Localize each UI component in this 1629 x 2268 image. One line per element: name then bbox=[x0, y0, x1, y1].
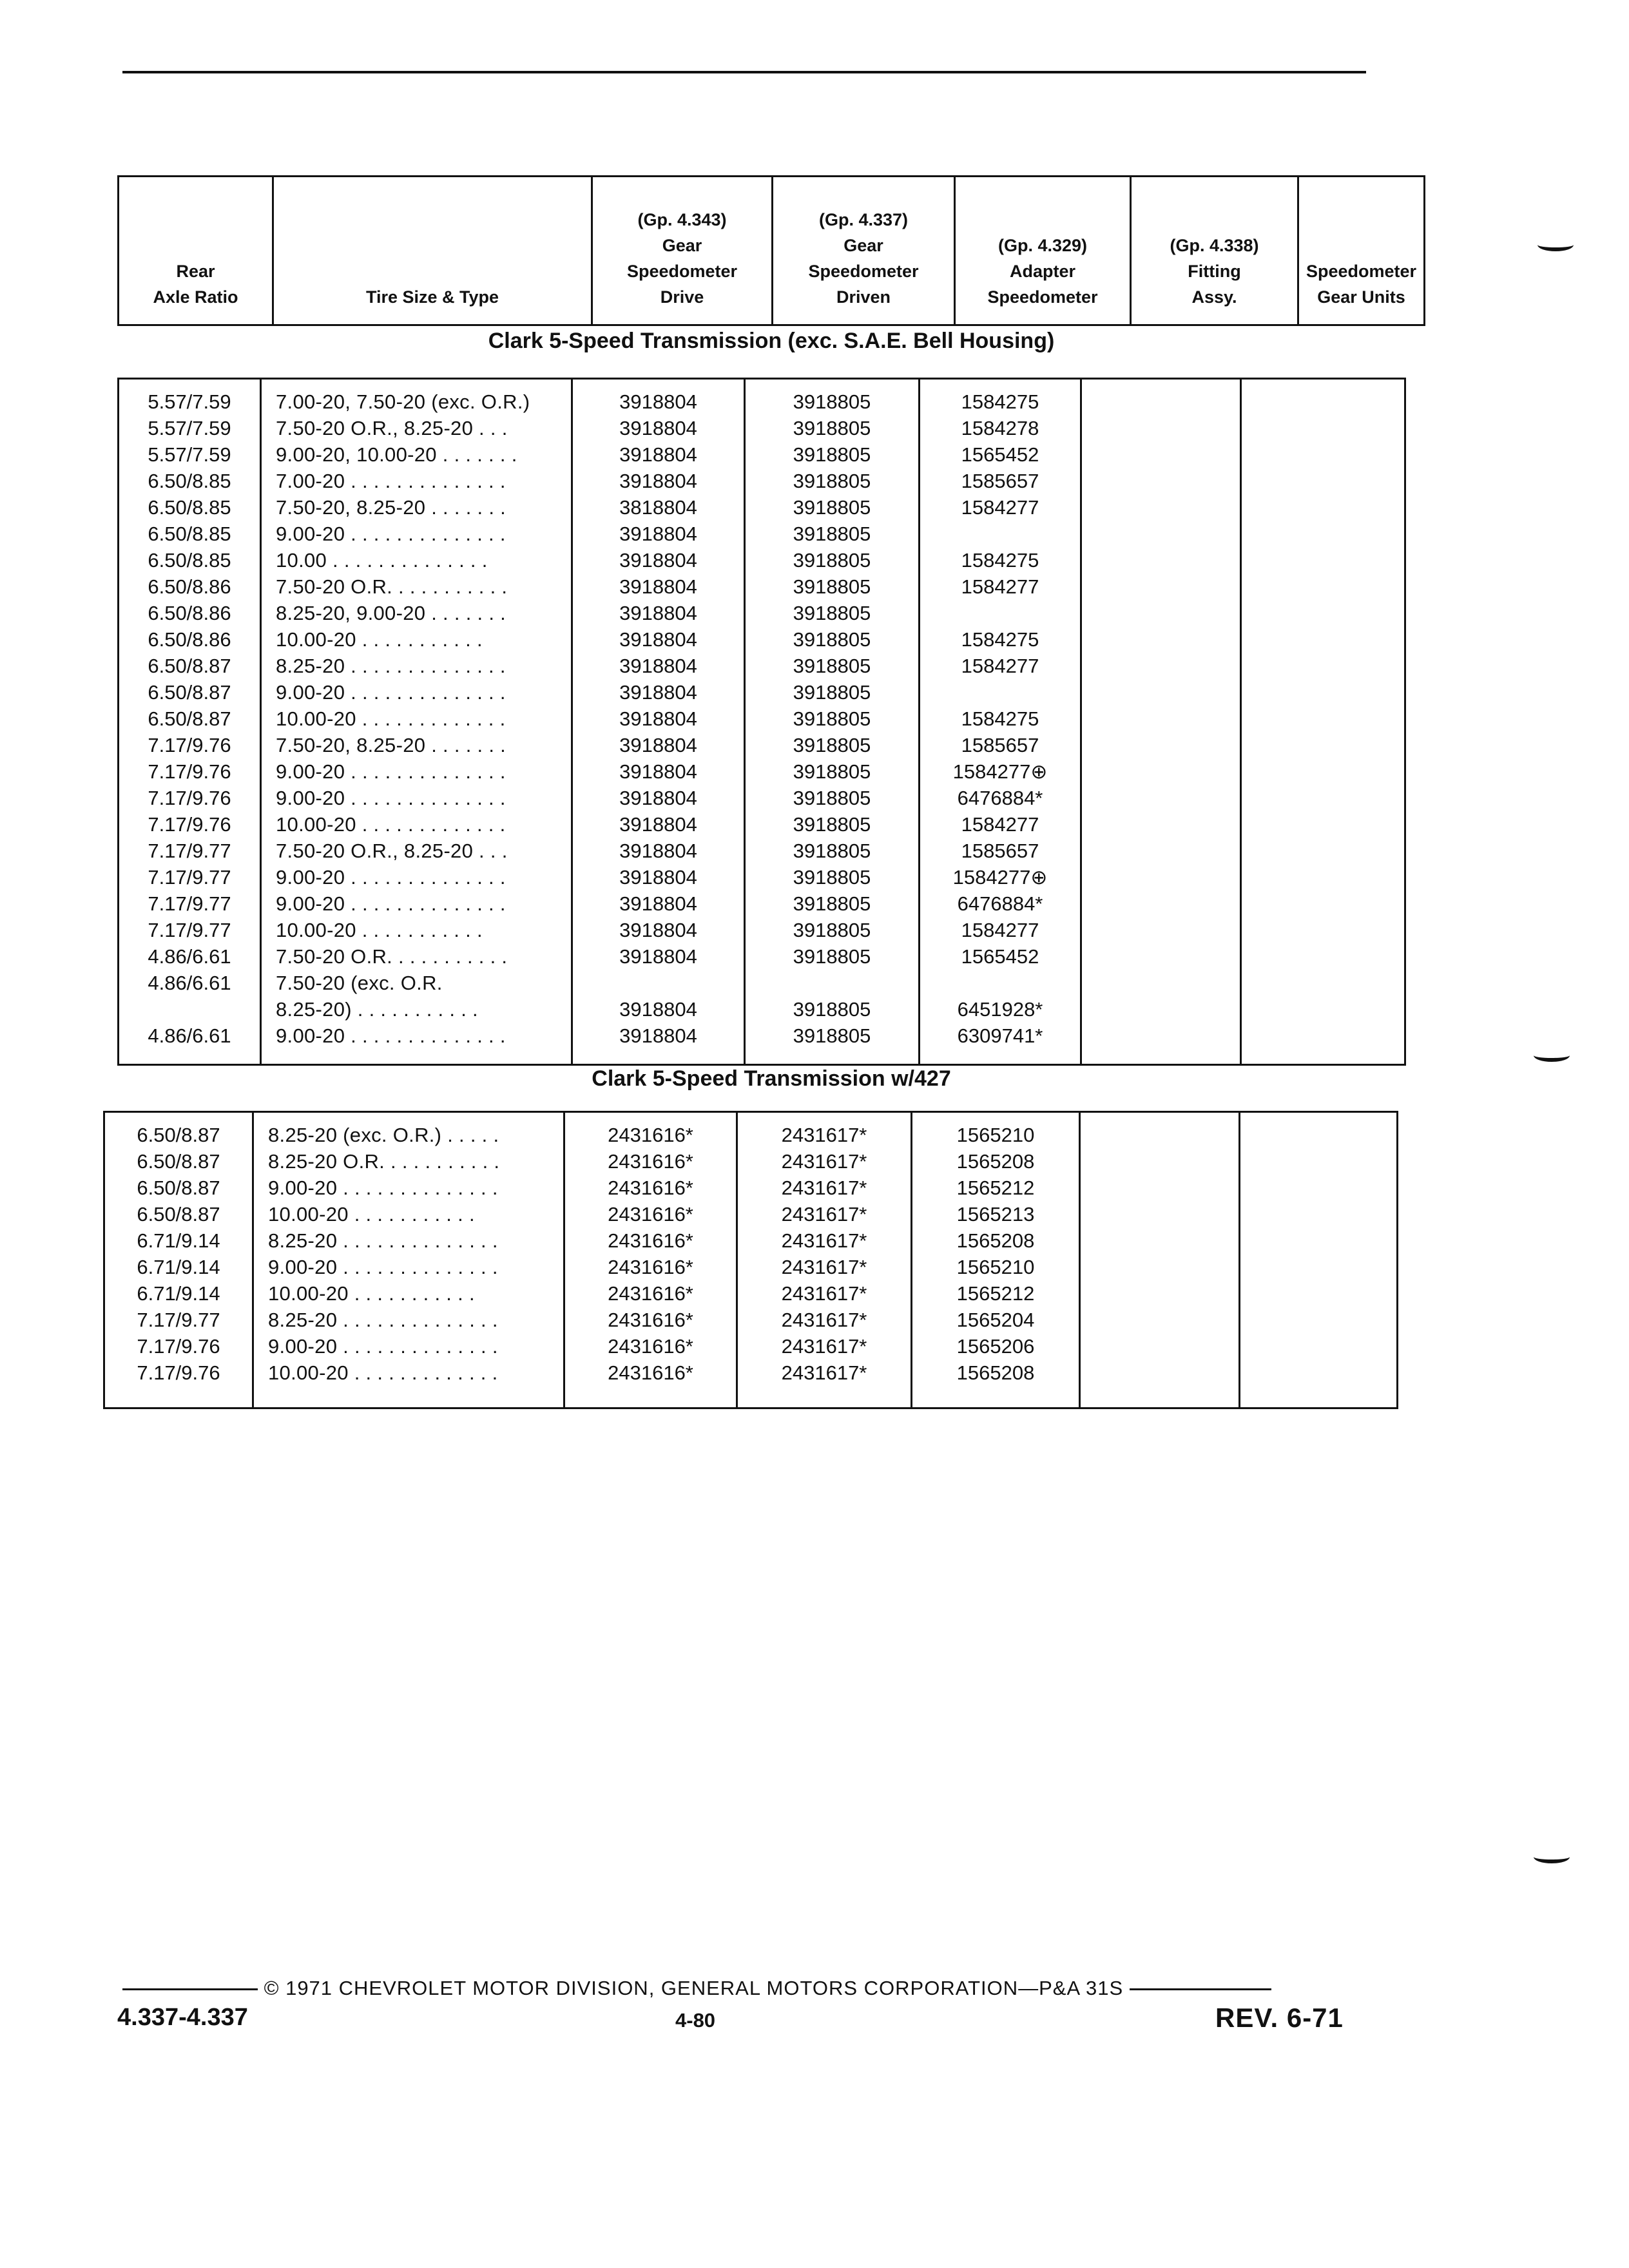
gear-drive-cell: 3918804 bbox=[619, 417, 697, 439]
gear-driven-cell: 2431617* bbox=[781, 1335, 867, 1358]
tire-size-cell: 8.25-20 . . . . . . . . . . . . . . bbox=[268, 1229, 498, 1252]
header-gear-driven bbox=[773, 177, 955, 325]
tire-size-cell: 7.50-20 (exc. O.R. bbox=[276, 972, 443, 994]
binding-edge-mark bbox=[1537, 238, 1574, 251]
adapter-cell: 1565210 bbox=[956, 1124, 1035, 1146]
section2-drive-column bbox=[564, 1112, 737, 1408]
gear-driven-cell: 3918805 bbox=[793, 734, 871, 756]
section2-table bbox=[103, 1111, 1398, 1409]
tire-size-cell: 10.00-20 . . . . . . . . . . . . . bbox=[276, 707, 506, 730]
gear-drive-cell: 3918804 bbox=[619, 840, 697, 862]
rear-axle-ratio-cell: 6.50/8.85 bbox=[148, 523, 231, 545]
gear-drive-cell: 3918804 bbox=[619, 707, 697, 730]
rear-axle-ratio-cell: 6.50/8.87 bbox=[148, 707, 231, 730]
gear-drive-cell: 2431616* bbox=[608, 1177, 693, 1199]
gear-driven-cell: 3918805 bbox=[793, 681, 871, 704]
gear-driven-cell: 2431617* bbox=[781, 1282, 867, 1305]
adapter-cell: 1565212 bbox=[956, 1282, 1035, 1305]
gear-drive-cell: 2431616* bbox=[608, 1282, 693, 1305]
rear-axle-ratio-cell: 7.17/9.77 bbox=[148, 919, 231, 941]
rear-axle-ratio-cell: 6.71/9.14 bbox=[137, 1229, 220, 1252]
rear-axle-ratio-cell: 6.50/8.86 bbox=[148, 575, 231, 598]
section1-title: Clark 5-Speed Transmission (exc. S.A.E. Bell Housing) bbox=[488, 329, 1055, 353]
gear-driven-cell: 3918805 bbox=[793, 575, 871, 598]
rear-axle-ratio-cell: 7.17/9.77 bbox=[137, 1309, 220, 1331]
header-adapter-text: (Gp. 4.329) Adapter Speedometer bbox=[987, 236, 1098, 307]
gear-driven-cell: 3918805 bbox=[793, 813, 871, 836]
section1-driven-column bbox=[745, 379, 920, 1065]
footer-revision: REV. 6-71 bbox=[1215, 2003, 1344, 2033]
footer-copyright: © 1971 CHEVROLET MOTOR DIVISION, GENERAL MOTORS CORPORATION—P&A 31S bbox=[264, 1977, 1124, 1999]
footer-rule-right bbox=[1130, 1988, 1271, 1990]
rear-axle-ratio-cell: 6.50/8.86 bbox=[148, 602, 231, 624]
header-rear-axle-ratio bbox=[119, 177, 273, 325]
section2-units-column bbox=[1240, 1112, 1398, 1408]
adapter-cell: 6476884* bbox=[957, 892, 1043, 915]
gear-driven-cell: 3918805 bbox=[793, 417, 871, 439]
section1-drive-column bbox=[572, 379, 745, 1065]
gear-driven-cell: 3918805 bbox=[793, 628, 871, 651]
header-gear-units bbox=[1298, 177, 1425, 325]
tire-size-cell: 7.50-20 O.R., 8.25-20 . . . bbox=[276, 840, 508, 862]
rear-axle-ratio-cell: 6.50/8.87 bbox=[137, 1124, 220, 1146]
gear-drive-cell: 3918804 bbox=[619, 470, 697, 492]
section1-ratio-column bbox=[119, 379, 261, 1065]
adapter-cell: 1565213 bbox=[956, 1203, 1035, 1225]
tire-size-cell: 8.25-20) . . . . . . . . . . . bbox=[276, 998, 478, 1021]
adapter-cell: 1584277⊕ bbox=[952, 866, 1048, 889]
header-gear-driven-text: (Gp. 4.337) Gear Speedometer Driven bbox=[808, 210, 919, 307]
adapter-cell: 6451928* bbox=[957, 998, 1043, 1021]
gear-drive-cell: 3918804 bbox=[619, 628, 697, 651]
header-gear-drive bbox=[592, 177, 773, 325]
section1-table bbox=[117, 378, 1406, 1066]
tire-size-cell: 8.25-20, 9.00-20 . . . . . . . bbox=[276, 602, 506, 624]
rear-axle-ratio-cell: 7.17/9.76 bbox=[137, 1361, 220, 1384]
gear-driven-cell: 3918805 bbox=[793, 919, 871, 941]
header-rear-axle-ratio-text: Rear Axle Ratio bbox=[153, 262, 238, 307]
header-gear-units-text: Speedometer Gear Units bbox=[1306, 262, 1417, 307]
header-fitting-text: (Gp. 4.338) Fitting Assy. bbox=[1170, 236, 1259, 307]
adapter-cell: 1585657 bbox=[961, 840, 1039, 862]
rear-axle-ratio-cell: 7.17/9.76 bbox=[148, 787, 231, 809]
adapter-cell: 6309741* bbox=[957, 1024, 1043, 1047]
gear-driven-cell: 3918805 bbox=[793, 549, 871, 572]
gear-drive-cell: 2431616* bbox=[608, 1203, 693, 1225]
tire-size-cell: 10.00-20 . . . . . . . . . . . bbox=[268, 1282, 475, 1305]
header-tire-size-text: Tire Size & Type bbox=[365, 287, 499, 307]
gear-driven-cell: 3918805 bbox=[793, 892, 871, 915]
adapter-cell: 1584277 bbox=[961, 496, 1039, 519]
gear-drive-cell: 2431616* bbox=[608, 1229, 693, 1252]
section2-ratio-column bbox=[104, 1112, 253, 1408]
tire-size-cell: 7.00-20, 7.50-20 (exc. O.R.) bbox=[276, 390, 530, 413]
rear-axle-ratio-cell: 7.17/9.76 bbox=[137, 1335, 220, 1358]
gear-driven-cell: 3918805 bbox=[793, 945, 871, 968]
header-gear-drive-text: (Gp. 4.343) Gear Speedometer Drive bbox=[626, 210, 738, 307]
gear-drive-cell: 3818804 bbox=[619, 496, 697, 519]
rear-axle-ratio-cell: 6.50/8.85 bbox=[148, 470, 231, 492]
rear-axle-ratio-cell: 6.50/8.87 bbox=[137, 1150, 220, 1173]
section2-tire-column bbox=[253, 1112, 564, 1408]
tire-size-cell: 9.00-20 . . . . . . . . . . . . . . bbox=[276, 787, 506, 809]
section1-adapter-column bbox=[920, 379, 1081, 1065]
adapter-cell: 1584277⊕ bbox=[952, 760, 1048, 783]
adapter-cell: 6476884* bbox=[957, 787, 1043, 809]
gear-drive-cell: 3918804 bbox=[619, 866, 697, 889]
rear-axle-ratio-cell: 5.57/7.59 bbox=[148, 417, 231, 439]
footer-group-number: 4.337-4.337 bbox=[117, 2004, 248, 2031]
rear-axle-ratio-cell: 4.86/6.61 bbox=[148, 945, 231, 968]
adapter-cell: 1584275 bbox=[961, 628, 1039, 651]
gear-driven-cell: 3918805 bbox=[793, 787, 871, 809]
section1-units-column bbox=[1241, 379, 1405, 1065]
rear-axle-ratio-cell bbox=[119, 996, 260, 1023]
adapter-cell: 1584275 bbox=[961, 549, 1039, 572]
rear-axle-ratio-cell: 7.17/9.77 bbox=[148, 866, 231, 889]
gear-drive-cell: 3918804 bbox=[619, 892, 697, 915]
gear-drive-cell: 3918804 bbox=[619, 602, 697, 624]
gear-driven-cell: 3918805 bbox=[793, 1024, 871, 1047]
tire-size-cell: 7.50-20, 8.25-20 . . . . . . . bbox=[276, 734, 506, 756]
rear-axle-ratio-cell: 7.17/9.76 bbox=[148, 734, 231, 756]
gear-drive-cell: 3918804 bbox=[619, 813, 697, 836]
gear-driven-cell: 2431617* bbox=[781, 1177, 867, 1199]
adapter-cell: 1584275 bbox=[961, 707, 1039, 730]
gear-drive-cell: 2431616* bbox=[608, 1124, 693, 1146]
footer-copyright-line bbox=[122, 1977, 1366, 2000]
rear-axle-ratio-cell: 7.17/9.76 bbox=[148, 813, 231, 836]
gear-drive-cell bbox=[573, 970, 744, 996]
adapter-cell bbox=[920, 600, 1080, 626]
gear-drive-cell: 3918804 bbox=[619, 655, 697, 677]
rear-axle-ratio-cell: 4.86/6.61 bbox=[148, 1024, 231, 1047]
adapter-cell: 1565206 bbox=[956, 1335, 1035, 1358]
header-adapter bbox=[955, 177, 1131, 325]
section2-adapter-column bbox=[912, 1112, 1080, 1408]
gear-driven-cell: 2431617* bbox=[781, 1309, 867, 1331]
tire-size-cell: 9.00-20 . . . . . . . . . . . . . . bbox=[268, 1177, 498, 1199]
adapter-cell: 1585657 bbox=[961, 470, 1039, 492]
gear-driven-cell: 3918805 bbox=[793, 390, 871, 413]
gear-driven-cell: 3918805 bbox=[793, 866, 871, 889]
rear-axle-ratio-cell: 6.50/8.85 bbox=[148, 496, 231, 519]
gear-drive-cell: 2431616* bbox=[608, 1150, 693, 1173]
section2-title: Clark 5-Speed Transmission w/427 bbox=[592, 1066, 951, 1091]
tire-size-cell: 8.25-20 . . . . . . . . . . . . . . bbox=[276, 655, 506, 677]
gear-drive-cell: 3918804 bbox=[619, 549, 697, 572]
binding-edge-mark bbox=[1534, 1850, 1570, 1863]
column-header-table bbox=[117, 175, 1425, 326]
gear-driven-cell: 2431617* bbox=[781, 1229, 867, 1252]
gear-drive-cell: 2431616* bbox=[608, 1309, 693, 1331]
gear-drive-cell: 3918804 bbox=[619, 575, 697, 598]
header-tire-size bbox=[273, 177, 592, 325]
tire-size-cell: 10.00 . . . . . . . . . . . . . . bbox=[276, 549, 488, 572]
tire-size-cell: 10.00-20 . . . . . . . . . . . . . bbox=[268, 1361, 498, 1384]
rear-axle-ratio-cell: 4.86/6.61 bbox=[148, 972, 231, 994]
adapter-cell: 1565452 bbox=[961, 945, 1039, 968]
rear-axle-ratio-cell: 6.50/8.87 bbox=[137, 1177, 220, 1199]
rear-axle-ratio-cell: 5.57/7.59 bbox=[148, 443, 231, 466]
gear-drive-cell: 3918804 bbox=[619, 760, 697, 783]
binding-edge-mark bbox=[1534, 1049, 1570, 1062]
adapter-cell: 1565204 bbox=[956, 1309, 1035, 1331]
tire-size-cell: 7.50-20 O.R., 8.25-20 . . . bbox=[276, 417, 508, 439]
gear-driven-cell: 3918805 bbox=[793, 496, 871, 519]
tire-size-cell: 9.00-20, 10.00-20 . . . . . . . bbox=[276, 443, 517, 466]
tire-size-cell: 8.25-20 (exc. O.R.) . . . . . bbox=[268, 1124, 499, 1146]
gear-drive-cell: 2431616* bbox=[608, 1361, 693, 1384]
rear-axle-ratio-cell: 6.50/8.87 bbox=[148, 681, 231, 704]
gear-drive-cell: 3918804 bbox=[619, 919, 697, 941]
tire-size-cell: 9.00-20 . . . . . . . . . . . . . . bbox=[276, 523, 506, 545]
rear-axle-ratio-cell: 6.50/8.87 bbox=[137, 1203, 220, 1225]
rear-axle-ratio-cell: 5.57/7.59 bbox=[148, 390, 231, 413]
gear-driven-cell: 3918805 bbox=[793, 760, 871, 783]
tire-size-cell: 9.00-20 . . . . . . . . . . . . . . bbox=[268, 1335, 498, 1358]
adapter-cell: 1565208 bbox=[956, 1361, 1035, 1384]
tire-size-cell: 10.00-20 . . . . . . . . . . . bbox=[276, 919, 483, 941]
adapter-cell bbox=[920, 521, 1080, 547]
tire-size-cell: 9.00-20 . . . . . . . . . . . . . . bbox=[276, 866, 506, 889]
gear-drive-cell: 3918804 bbox=[619, 734, 697, 756]
gear-driven-cell: 3918805 bbox=[793, 840, 871, 862]
gear-drive-cell: 3918804 bbox=[619, 681, 697, 704]
adapter-cell: 1565452 bbox=[961, 443, 1039, 466]
rear-axle-ratio-cell: 7.17/9.77 bbox=[148, 840, 231, 862]
tire-size-cell: 7.50-20 O.R. . . . . . . . . . . bbox=[276, 575, 508, 598]
gear-drive-cell: 3918804 bbox=[619, 523, 697, 545]
adapter-cell: 1565208 bbox=[956, 1229, 1035, 1252]
gear-drive-cell: 3918804 bbox=[619, 1024, 697, 1047]
tire-size-cell: 9.00-20 . . . . . . . . . . . . . . bbox=[276, 681, 506, 704]
section2-driven-column bbox=[737, 1112, 912, 1408]
gear-driven-cell: 3918805 bbox=[793, 707, 871, 730]
adapter-cell: 1584277 bbox=[961, 813, 1039, 836]
tire-size-cell: 9.00-20 . . . . . . . . . . . . . . bbox=[268, 1256, 498, 1278]
rear-axle-ratio-cell: 6.50/8.86 bbox=[148, 628, 231, 651]
gear-driven-cell: 2431617* bbox=[781, 1150, 867, 1173]
gear-drive-cell: 3918804 bbox=[619, 945, 697, 968]
tire-size-cell: 7.00-20 . . . . . . . . . . . . . . bbox=[276, 470, 506, 492]
gear-drive-cell: 2431616* bbox=[608, 1335, 693, 1358]
tire-size-cell: 10.00-20 . . . . . . . . . . . bbox=[268, 1203, 475, 1225]
rear-axle-ratio-cell: 7.17/9.77 bbox=[148, 892, 231, 915]
gear-drive-cell: 3918804 bbox=[619, 998, 697, 1021]
adapter-cell: 1584275 bbox=[961, 390, 1039, 413]
gear-driven-cell: 3918805 bbox=[793, 655, 871, 677]
footer-rule-left bbox=[122, 1988, 258, 1990]
gear-driven-cell: 3918805 bbox=[793, 523, 871, 545]
adapter-cell bbox=[920, 679, 1080, 706]
section2-fitting-column bbox=[1080, 1112, 1240, 1408]
adapter-cell: 1585657 bbox=[961, 734, 1039, 756]
adapter-cell: 1565210 bbox=[956, 1256, 1035, 1278]
gear-driven-cell: 2431617* bbox=[781, 1124, 867, 1146]
gear-drive-cell: 2431616* bbox=[608, 1256, 693, 1278]
gear-driven-cell: 3918805 bbox=[793, 443, 871, 466]
tire-size-cell: 8.25-20 O.R. . . . . . . . . . . bbox=[268, 1150, 500, 1173]
tire-size-cell: 9.00-20 . . . . . . . . . . . . . . bbox=[276, 760, 506, 783]
rear-axle-ratio-cell: 6.71/9.14 bbox=[137, 1282, 220, 1305]
rear-axle-ratio-cell: 6.71/9.14 bbox=[137, 1256, 220, 1278]
section1-fitting-column bbox=[1081, 379, 1241, 1065]
tire-size-cell: 10.00-20 . . . . . . . . . . . bbox=[276, 628, 483, 651]
header-fitting bbox=[1131, 177, 1298, 325]
adapter-cell bbox=[920, 970, 1080, 996]
adapter-cell: 1565212 bbox=[956, 1177, 1035, 1199]
adapter-cell: 1565208 bbox=[956, 1150, 1035, 1173]
tire-size-cell: 9.00-20 . . . . . . . . . . . . . . bbox=[276, 1024, 506, 1047]
gear-drive-cell: 3918804 bbox=[619, 390, 697, 413]
gear-driven-cell: 2431617* bbox=[781, 1361, 867, 1384]
gear-driven-cell bbox=[746, 970, 918, 996]
footer-page-number: 4-80 bbox=[675, 2009, 716, 2032]
gear-driven-cell: 3918805 bbox=[793, 470, 871, 492]
tire-size-cell: 7.50-20 O.R. . . . . . . . . . . bbox=[276, 945, 508, 968]
gear-driven-cell: 2431617* bbox=[781, 1203, 867, 1225]
rear-axle-ratio-cell: 6.50/8.85 bbox=[148, 549, 231, 572]
section1-tire-column bbox=[261, 379, 572, 1065]
gear-driven-cell: 3918805 bbox=[793, 602, 871, 624]
top-rule bbox=[122, 71, 1366, 73]
tire-size-cell: 10.00-20 . . . . . . . . . . . . . bbox=[276, 813, 506, 836]
rear-axle-ratio-cell: 6.50/8.87 bbox=[148, 655, 231, 677]
tire-size-cell: 8.25-20 . . . . . . . . . . . . . . bbox=[268, 1309, 498, 1331]
tire-size-cell: 9.00-20 . . . . . . . . . . . . . . bbox=[276, 892, 506, 915]
adapter-cell: 1584277 bbox=[961, 655, 1039, 677]
gear-drive-cell: 3918804 bbox=[619, 443, 697, 466]
gear-drive-cell: 3918804 bbox=[619, 787, 697, 809]
adapter-cell: 1584277 bbox=[961, 919, 1039, 941]
gear-driven-cell: 2431617* bbox=[781, 1256, 867, 1278]
gear-driven-cell: 3918805 bbox=[793, 998, 871, 1021]
rear-axle-ratio-cell: 7.17/9.76 bbox=[148, 760, 231, 783]
adapter-cell: 1584277 bbox=[961, 575, 1039, 598]
adapter-cell: 1584278 bbox=[961, 417, 1039, 439]
tire-size-cell: 7.50-20, 8.25-20 . . . . . . . bbox=[276, 496, 506, 519]
